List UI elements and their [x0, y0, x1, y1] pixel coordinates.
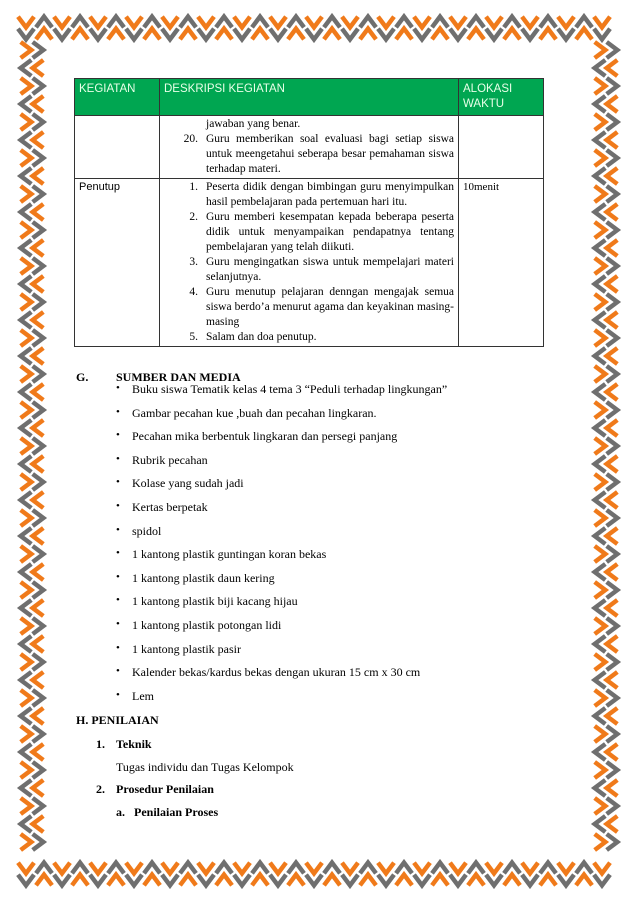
- bullet-icon: •: [116, 641, 120, 654]
- list-item-text: 1 kantong plastik guntingan koran bekas: [132, 547, 327, 562]
- teknik-number: 1.: [96, 737, 105, 751]
- bullet-icon: •: [116, 452, 120, 465]
- list-item-text: Rubrik pecahan: [132, 452, 208, 467]
- list-item: 3. Guru mengingatkan siswa untuk mempelajari materi selanjutnya.: [189, 256, 454, 283]
- list-item-text: 1 kantong plastik biji kacang hijau: [132, 594, 298, 609]
- proses-title: Penilaian Proses: [134, 805, 219, 819]
- list-item: 2. Guru memberi kesempatan kepada beberapa peserta didik untuk menyampaikan pendapatnya tentang pembelajaran yang telah diikuti.: [189, 211, 454, 253]
- bullet-icon: •: [116, 523, 120, 536]
- header-alokasi: ALOKASI WAKTU: [459, 79, 544, 116]
- list-item: [116, 524, 447, 548]
- list-item: [116, 547, 447, 571]
- bullet-icon: •: [116, 688, 120, 701]
- header-kegiatan: KEGIATAN: [75, 79, 160, 116]
- sumber-media-list: [116, 382, 447, 712]
- list-item-text: Kolase yang sudah jadi: [132, 476, 244, 491]
- table-header-row: [75, 79, 544, 116]
- list-item: 4. Guru menutup pelajaran denngan mengajak semua siswa berdo’a menurut agama dan keyakinan masing-masing: [189, 286, 454, 328]
- list-item: 1. Peserta didik dengan bimbingan guru menyimpulkan hasil pembelajaran pada pertemuan hari itu.: [189, 181, 454, 208]
- list-item: [116, 594, 447, 618]
- bullet-icon: •: [116, 617, 120, 630]
- table-row-penutup: [75, 179, 544, 347]
- list-item-text: Kalender bekas/kardus bekas dengan ukuran 15 cm x 30 cm: [132, 665, 421, 680]
- list-item: [116, 429, 447, 453]
- list-item-text: Pecahan mika berbentuk lingkaran dan persegi panjang: [132, 429, 398, 444]
- list-item-text: Gambar pecahan kue ,buah dan pecahan lingkaran.: [132, 405, 377, 420]
- table-row-continued: [75, 116, 544, 179]
- bullet-icon: •: [116, 594, 120, 607]
- bullet-icon: •: [116, 429, 120, 442]
- list-item: [116, 406, 447, 430]
- list-item: [116, 665, 447, 689]
- list-item: [116, 642, 447, 666]
- list-item-text: Buku siswa Tematik kelas 4 tema 3 “Peduli terhadap lingkungan”: [132, 382, 448, 396]
- activity-table: [74, 78, 544, 347]
- section-h-heading: H. PENILAIAN: [76, 713, 159, 727]
- bullet-icon: •: [116, 665, 120, 678]
- list-item-text: 1 kantong plastik potongan lidi: [132, 617, 282, 632]
- section-g-letter: G.: [76, 370, 89, 384]
- list-item: [116, 618, 447, 642]
- list-item: [116, 453, 447, 477]
- bullet-icon: •: [116, 547, 120, 560]
- continued-tail-text: jawaban yang benar.: [206, 118, 301, 130]
- list-item-text: 1 kantong plastik daun kering: [132, 570, 275, 585]
- list-item: [116, 689, 447, 713]
- prosedur-title: Prosedur Penilaian: [116, 782, 214, 796]
- bullet-icon: •: [116, 570, 120, 583]
- penutup-time: 10menit: [459, 179, 544, 347]
- prosedur-number: 2.: [96, 782, 105, 796]
- penutup-label: Penutup: [75, 179, 160, 347]
- teknik-text: Tugas individu dan Tugas Kelompok: [116, 760, 294, 774]
- list-item: [116, 476, 447, 500]
- teknik-title: Teknik: [116, 737, 152, 751]
- list-item-text: Lem: [132, 688, 154, 703]
- header-deskripsi: DESKRIPSI KEGIATAN: [160, 79, 459, 116]
- list-item: [116, 571, 447, 595]
- section-g-title: SUMBER DAN MEDIA: [116, 370, 241, 384]
- list-item-text: spidol: [132, 523, 162, 538]
- list-item: [116, 382, 447, 406]
- bullet-icon: •: [116, 476, 120, 489]
- list-item: 20. Guru memberikan soal evaluasi bagi setiap siswa untuk meengetahui seberapa besar pemahaman siswa terhadap materi.: [183, 133, 454, 175]
- list-item: [116, 500, 447, 524]
- bullet-icon: •: [116, 405, 120, 418]
- proses-letter: a.: [116, 805, 125, 819]
- bullet-icon: •: [116, 499, 120, 512]
- list-item-text: 1 kantong plastik pasir: [132, 641, 241, 656]
- list-item: 5. Salam dan doa penutup.: [189, 331, 317, 343]
- bullet-icon: •: [116, 382, 120, 394]
- list-item-text: Kertas berpetak: [132, 499, 208, 514]
